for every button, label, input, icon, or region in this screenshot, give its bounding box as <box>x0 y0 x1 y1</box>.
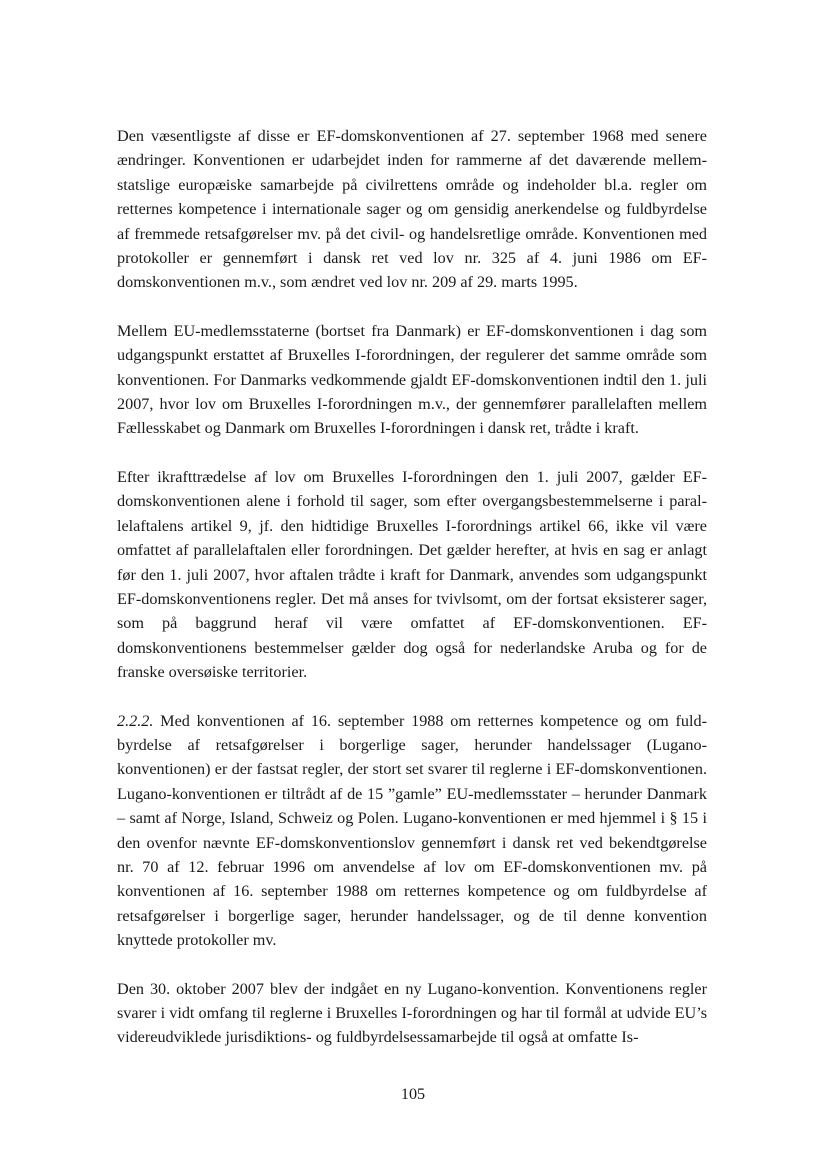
page-number: 105 <box>400 1085 426 1103</box>
paragraph-lugano-2007: Den 30. oktober 2007 blev der indgået en ny Lugano-konvention. Konventionens regler svarer i vidt omfang til reglerne i Bruxelles I-forordningen og har til formål at udvide EU’s videreudviklede jurisdiktions- og fuldbyrdelsessamarbejde til også at omfatte Is- <box>117 979 707 1047</box>
paragraph-section-2-2-2 <box>117 709 707 953</box>
paragraph-ef-domskonventionen: Den væsentligste af disse er EF-domskonventionen af 27. september 1968 med senere ændringer. Konventionen er udarbejdet inden for rammerne af det daværende mellemstatslige europæiske samarbejde på civilrettens område og indeholder bl.a. regler om retternes kompetence i internationale sager og om gensidig anerkendelse og fuldbyrdelse af fremmede retsafgørelser mv. på det civil- og handelsretlige område. Konventionen med protokoller er gennemført i dansk ret ved lov nr. 325 af 4. juni 1986 om EF-domskonventionen m.v., som ændret ved lov nr. 209 af 29. marts 1995. <box>117 127 707 292</box>
section-text: Med konventionen af 16. september 1988 om retternes kompetence og om fuldbyrdelse af retsafgørelser i borgerlige sager, herunder handelssager (Lugano-konventionen) er der fastsat regler, der stort set svarer til reglerne i EF-domskonventionen. Lugano-konventionen er tiltrådt af de 15 ”gamle” EU-medlemsstater – herunder Danmark – samt af Norge, Island, Schweiz og Polen. Lugano-konventionen er med hjemmel i § 15 i den ovenfor nævnte EF-domskonventionslov gennemført i dansk ret ved bekendtgørelse nr. 70 af 12. februar 1996 om anvendelse af lov om EF-domskonventionen mv. på konventionen af 16. september 1988 om retternes kompetence og om fuldbyrdelse af retsafgørelser i borgerlige sager, herunder handelssager, og de til denne konvention knyttede protokoller mv. <box>117 711 707 950</box>
paragraph-eu-medlemsstaterne: Mellem EU-medlemsstaterne (bortset fra Danmark) er EF-domskonventionen i dag som udgangspunkt erstattet af Bruxelles I-forordningen, der regulerer det samme område som konventionen. For Danmarks vedkommende gjaldt EF-domskonventionen indtil den 1. juli 2007, hvor lov om Bruxelles I-forordningen m.v., der gennemfører parallelaften mellem Fællesskabet og Danmark om Bruxelles I-forordningen i dansk ret, trådte i kraft. <box>117 321 707 438</box>
section-number: 2.2.2. <box>117 711 154 730</box>
paragraph-ikrafttraedelse: Efter ikrafttrædelse af lov om Bruxelles I-forordningen den 1. juli 2007, gælder EF-domskonventionen alene i forhold til sager, som efter overgangsbestemmelserne i parallelaftalens artikel 9, jf. den hidtidige Bruxelles I-forordnings artikel 66, ikke vil være omfattet af parallelaftalen eller forordningen. Det gælder herefter, at hvis en sag er anlagt før den 1. juli 2007, hvor aftalen trådte i kraft for Danmark, anvendes som udgangspunkt EF-domskonventionens regler. Det må anses for tvivlsomt, om der fortsat eksisterer sager, som på baggrund heraf vil være omfattet af EF-domskonventionen. EF-domskonventionens bestemmelser gælder dog også for nederlandske Aruba og for de franske oversøiske territorier. <box>117 467 707 682</box>
page-body <box>117 124 707 1050</box>
